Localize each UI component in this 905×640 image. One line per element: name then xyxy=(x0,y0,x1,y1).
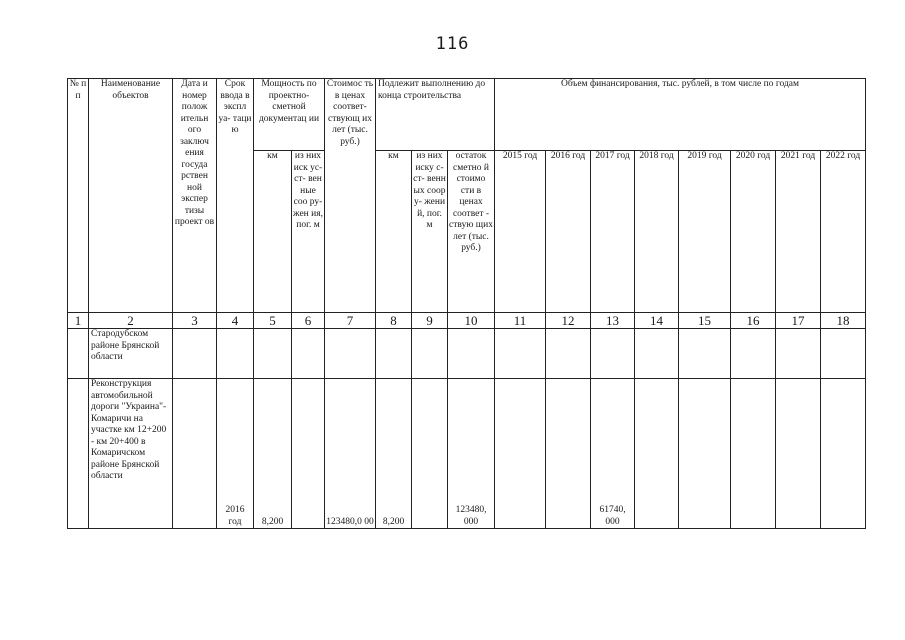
header-remaining-artificial: из них иску с-ст- венн ых соор у- жени й, пог. м xyxy=(412,151,448,313)
header-expertise-date: Дата и номер полож ительн ого заключ ения госуда рствен ной экспер тизы проект ов xyxy=(173,79,217,313)
header-cost: Стоимос ть в ценах соответ- ствующ их лет (тыс. руб.) xyxy=(325,79,376,313)
row-cost: 123480,0 00 xyxy=(325,379,376,529)
header-row-1 xyxy=(68,79,866,151)
header-year-2020: 2020 год xyxy=(731,151,776,313)
column-number: 17 xyxy=(776,313,821,329)
row-capacity-km: 8,200 xyxy=(254,379,292,529)
column-number: 15 xyxy=(679,313,731,329)
column-number: 3 xyxy=(173,313,217,329)
column-number: 16 xyxy=(731,313,776,329)
header-num: № п п xyxy=(68,79,89,313)
column-number: 2 xyxy=(89,313,173,329)
table-row xyxy=(68,379,866,529)
header-year-2016: 2016 год xyxy=(546,151,591,313)
header-capacity-artificial: из них иск ус- ст- вен ные соо ру- жен ия, пог. м xyxy=(292,151,325,313)
column-number: 1 xyxy=(68,313,89,329)
column-number: 7 xyxy=(325,313,376,329)
header-year-2018: 2018 год xyxy=(635,151,679,313)
column-number-row xyxy=(68,313,866,329)
column-number: 14 xyxy=(635,313,679,329)
header-remaining-balance: остаток сметно й стоимо сти в ценах соответ - ствую щих лет (тыс. руб.) xyxy=(448,151,495,313)
header-financing: Объем финансирования, тыс. рублей, в том числе по годам xyxy=(495,79,866,151)
column-number: 4 xyxy=(217,313,254,329)
financing-table xyxy=(67,78,866,529)
header-capacity: Мощность по проектно- сметной документац ии xyxy=(254,79,325,151)
header-remaining: Подлежит выполнению до конца строительства xyxy=(376,79,495,151)
row-2017-amount: 61740, 000 xyxy=(591,379,635,529)
column-number: 13 xyxy=(591,313,635,329)
row-remaining-km: 8,200 xyxy=(376,379,412,529)
column-number: 11 xyxy=(495,313,546,329)
column-number: 12 xyxy=(546,313,591,329)
column-number: 10 xyxy=(448,313,495,329)
column-number: 9 xyxy=(412,313,448,329)
column-number: 18 xyxy=(821,313,866,329)
page-number: 116 xyxy=(435,34,470,54)
row-object-name: Стародубском районе Брянской области xyxy=(89,329,173,379)
header-year-2021: 2021 год xyxy=(776,151,821,313)
column-number: 6 xyxy=(292,313,325,329)
header-name: Наименование объектов xyxy=(89,79,173,313)
header-year-2019: 2019 год xyxy=(679,151,731,313)
header-year-2017: 2017 год xyxy=(591,151,635,313)
row-object-name: Реконструкция автомобильной дороги "Украина"- Комаричи на участке км 12+200 - км 20+400 в Комаричском районе Брянской области xyxy=(89,379,173,529)
header-year-2015: 2015 год xyxy=(495,151,546,313)
header-year-2022: 2022 год xyxy=(821,151,866,313)
header-deadline: Срок ввода в экспл уа- таци ю xyxy=(217,79,254,313)
row-deadline: 2016 год xyxy=(217,379,254,529)
table-row xyxy=(68,329,866,379)
row-balance: 123480, 000 xyxy=(448,379,495,529)
header-remaining-km: км xyxy=(376,151,412,313)
header-capacity-km: км xyxy=(254,151,292,313)
column-number: 8 xyxy=(376,313,412,329)
column-number: 5 xyxy=(254,313,292,329)
